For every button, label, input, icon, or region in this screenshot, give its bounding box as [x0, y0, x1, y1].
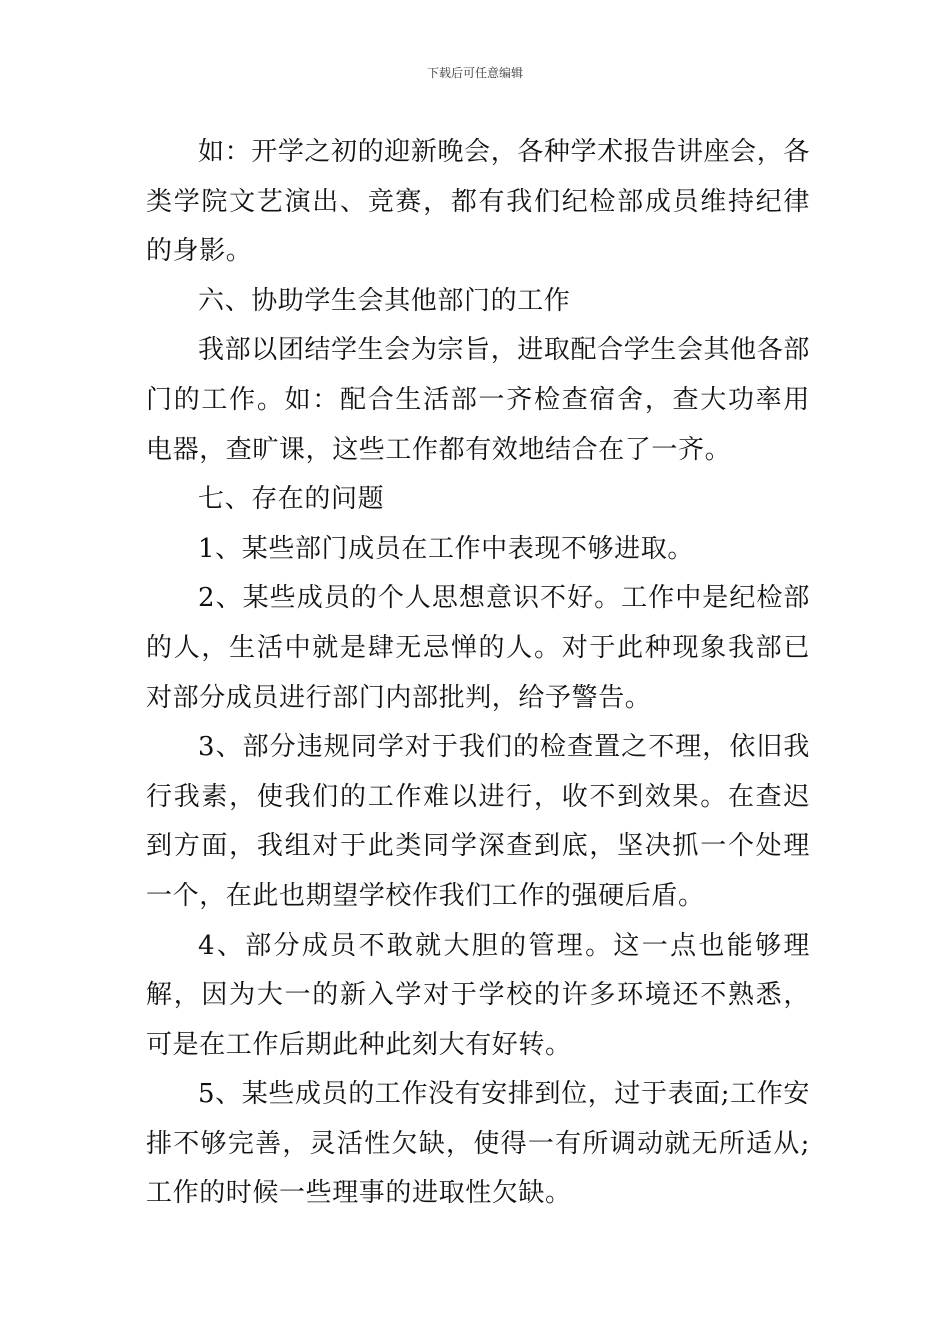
problem-item-3: 3、部分违规同学对于我们的检查置之不理，依旧我行我素，使我们的工作难以进行，收不到效果。在查迟到方面，我组对于此类同学深查到底，坚决抓一个处理一个，在此也期望学校作我们工作的强硬后盾。: [146, 732, 810, 911]
section-heading-six: 六、协助学生会其他部门的工作: [198, 285, 571, 316]
problem-item-2: 2、某些成员的个人思想意识不好。工作中是纪检部的人，生活中就是肆无忌惮的人。对于此种现象我部已对部分成员进行部门内部批判，给予警告。: [146, 583, 810, 713]
page-header: 下载后可任意编辑: [426, 66, 523, 80]
section-heading-seven: 七、存在的问题: [198, 484, 385, 515]
paragraph-examples: 如：开学之初的迎新晚会，各种学术报告讲座会，各类学院文艺演出、竞赛，都有我们纪检部成员维持纪律的身影。: [146, 137, 810, 267]
problem-item-1: 1、某些部门成员在工作中表现不够进取。: [198, 533, 694, 564]
problem-item-5: 5、某些成员的工作没有安排到位，过于表面;工作安排不够完善，灵活性欠缺，使得一有所调动就无所适从;工作的时候一些理事的进取性欠缺。: [146, 1079, 810, 1209]
paragraph-cooperation: 我部以团结学生会为宗旨，进取配合学生会其他各部门的工作。如：配合生活部一齐检查宿舍，查大功率用电器，查旷课，这些工作都有效地结合在了一齐。: [146, 335, 810, 465]
document-body: [146, 128, 810, 1219]
problem-item-4: 4、部分成员不敢就大胆的管理。这一点也能够理解，因为大一的新入学对于学校的许多环境还不熟悉，可是在工作后期此种此刻大有好转。: [146, 930, 810, 1060]
